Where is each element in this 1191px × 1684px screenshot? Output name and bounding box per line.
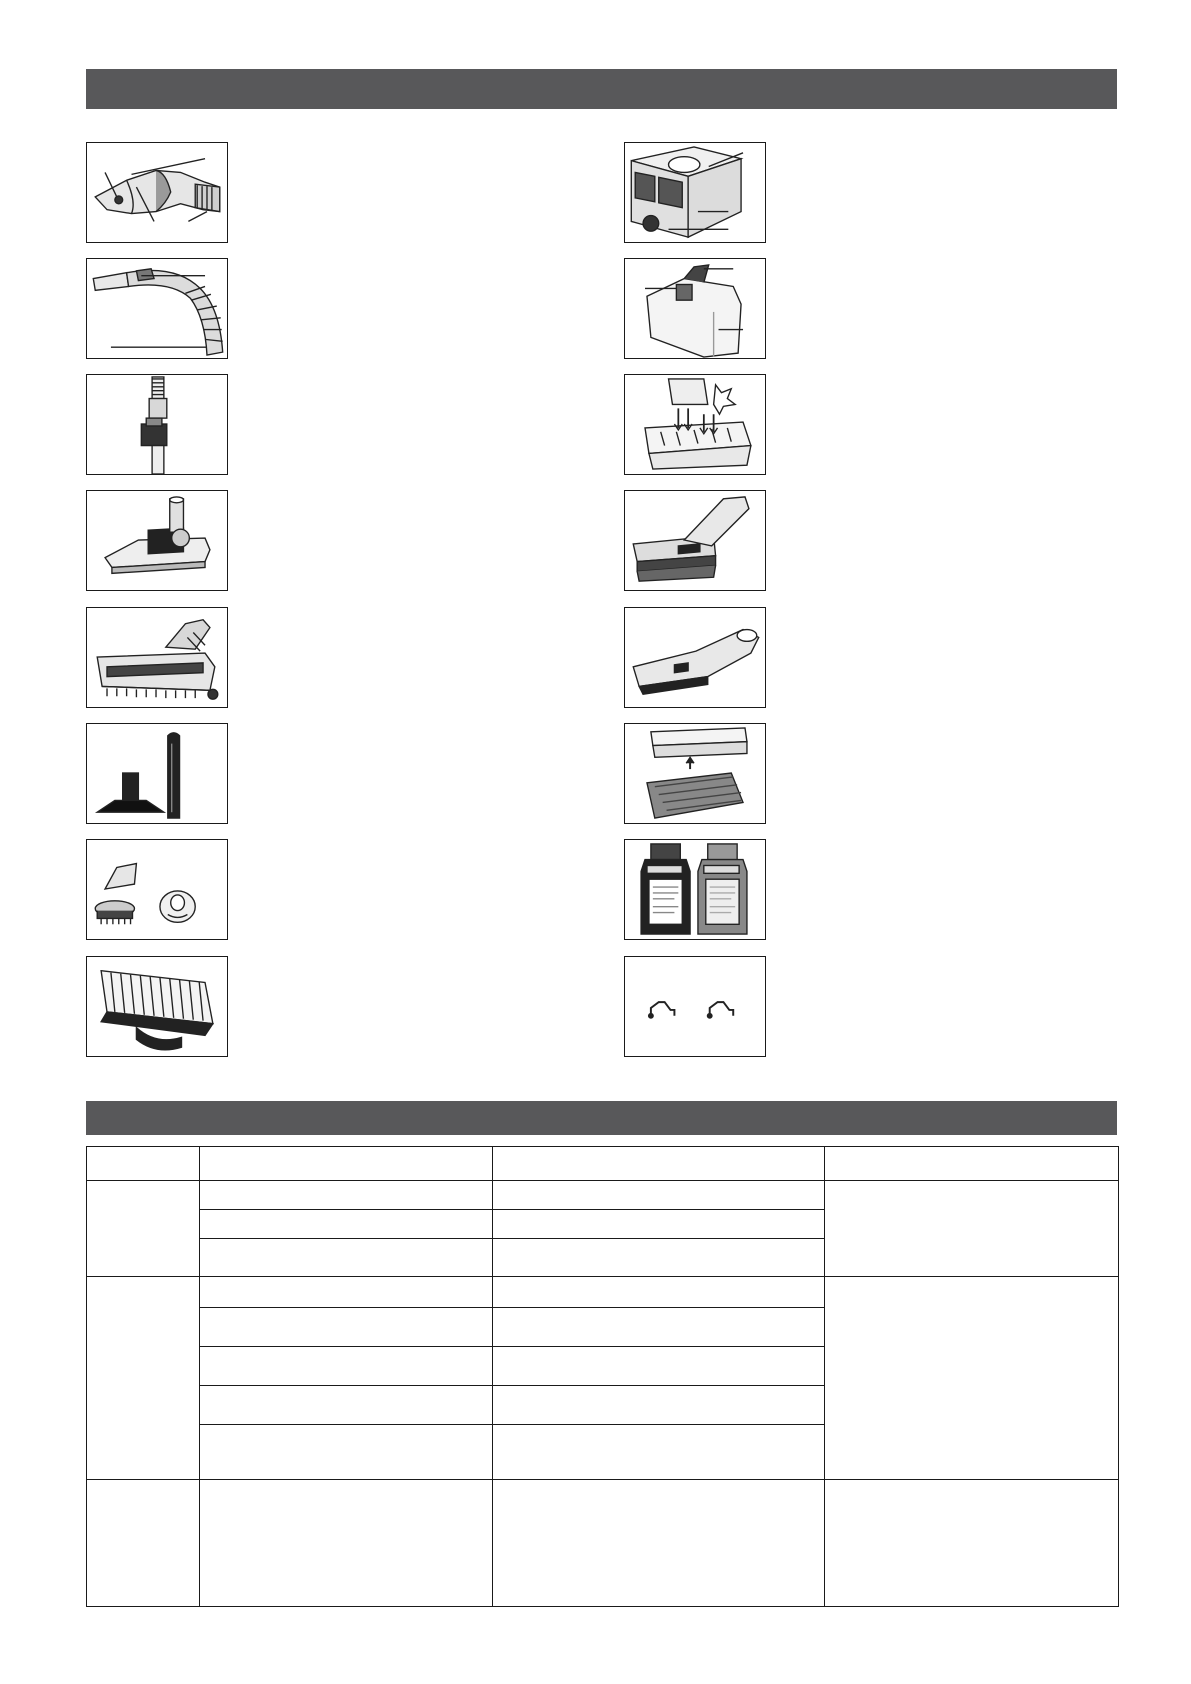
table-cell [825,1277,1119,1480]
table-row [87,1480,1119,1607]
hose-handle-icon [86,142,228,243]
water-filter-box-icon [624,142,766,243]
table-cell [200,1308,493,1347]
table-cell [200,1386,493,1425]
header-cell [87,1147,200,1181]
table-cell [825,1181,1119,1277]
table-cell [493,1308,825,1347]
table-cell [493,1386,825,1425]
dusting-brush-icon [86,839,228,940]
table-cell [493,1347,825,1386]
table-cell [493,1210,825,1239]
table-cell [87,1277,200,1480]
table-cell [200,1210,493,1239]
table-cell [200,1425,493,1480]
table-cell [200,1277,493,1308]
upholstery-spray-nozzle-icon [624,607,766,708]
tank-insertion-icon [624,374,766,475]
header-cell [493,1147,825,1181]
header-cell [825,1147,1119,1181]
suction-hose-icon [86,258,228,359]
parquet-brush-icon [86,607,228,708]
table-cell [493,1239,825,1277]
table-cell [87,1480,200,1607]
table-cell [493,1480,825,1607]
header-cell [200,1147,493,1181]
section-header-bar [86,1101,1117,1135]
table-cell [493,1277,825,1308]
telescopic-tube-icon [86,374,228,475]
clip-adapters-icon [624,956,766,1057]
table-cell [200,1480,493,1607]
table-cell [493,1181,825,1210]
table-cell [493,1425,825,1480]
table-cell [87,1181,200,1277]
water-tank-icon [624,258,766,359]
table-row [87,1181,1119,1210]
table-cell [200,1181,493,1210]
filter-cartridge-icon [86,956,228,1057]
table-cell [825,1480,1119,1607]
cleaning-concentrate-bottles-icon [624,839,766,940]
table-cell [200,1347,493,1386]
mop-pad-attach-icon [624,723,766,824]
section-header-bar [86,69,1117,109]
upholstery-crevice-tools-icon [86,723,228,824]
table-cell [200,1239,493,1277]
troubleshooting-table [86,1146,1119,1607]
table-header-row [87,1147,1119,1181]
table-row [87,1277,1119,1308]
floor-nozzle-icon [86,490,228,591]
wet-floor-nozzle-icon [624,490,766,591]
